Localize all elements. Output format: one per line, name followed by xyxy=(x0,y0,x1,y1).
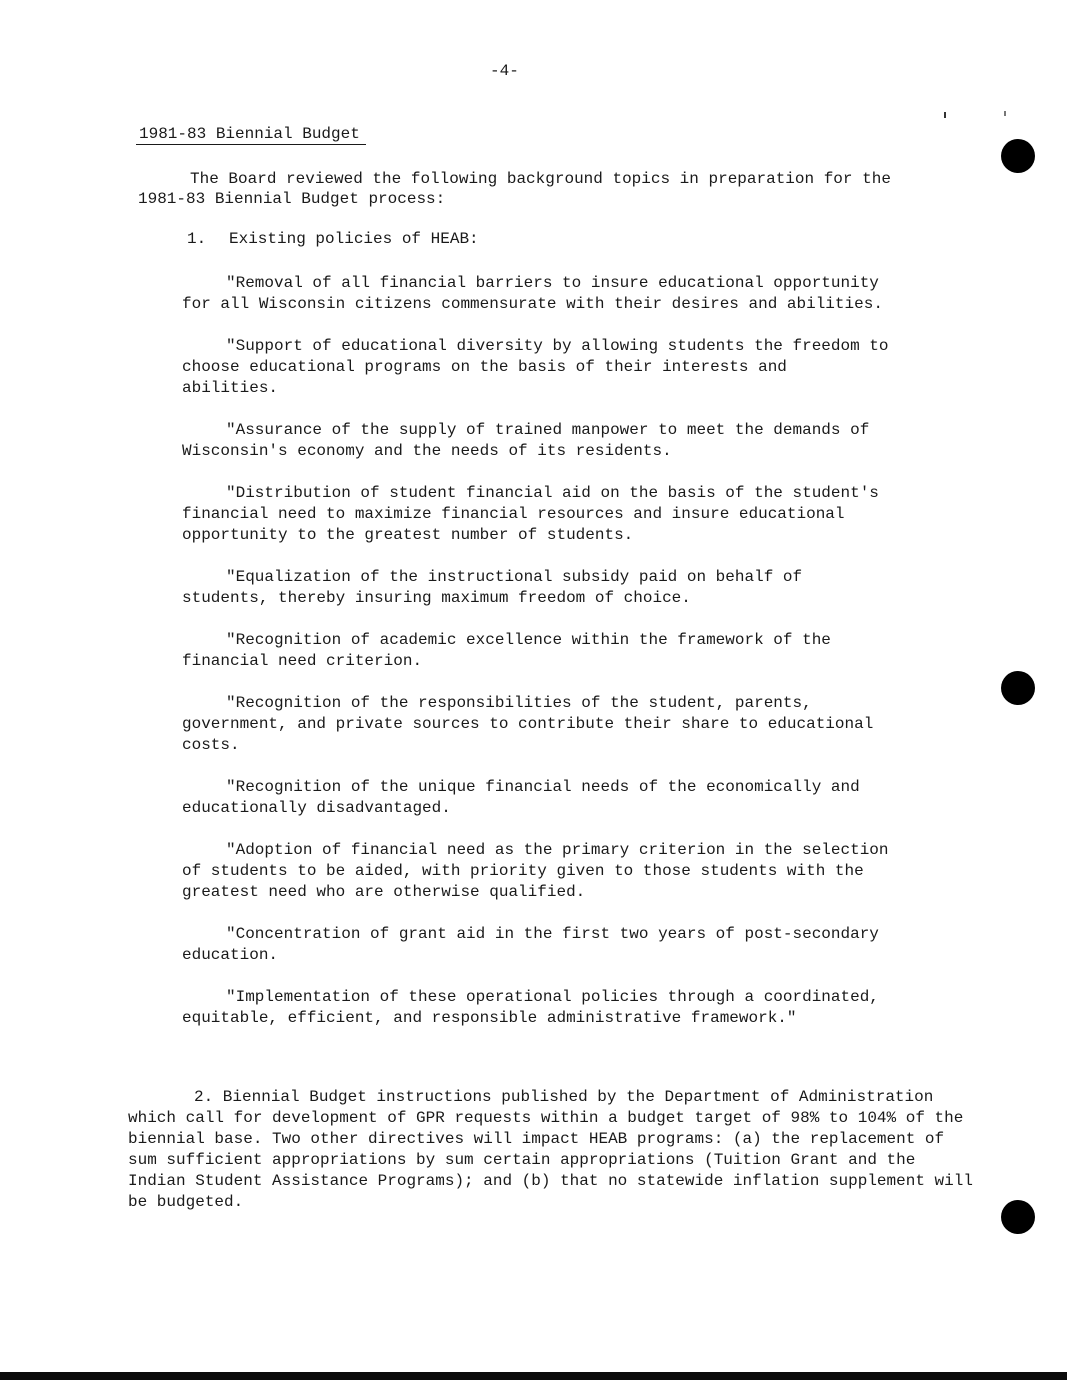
page-number: -4- xyxy=(490,62,519,80)
punch-hole-top xyxy=(1001,139,1035,173)
policy-item: "Equalization of the instructional subsidy paid on behalf of students, thereby insuring maximum freedom of choice. xyxy=(182,568,803,607)
item-1-title: Existing policies of HEAB: xyxy=(229,230,479,248)
policy-item: "Implementation of these operational policies through a coordinated, equitable, efficient, and responsible administrative framework." xyxy=(182,988,879,1027)
scan-mark xyxy=(1004,111,1006,116)
policy-item: "Recognition of the unique financial needs of the economically and educationally disadvantaged. xyxy=(182,778,860,817)
policy-item: "Support of educational diversity by allowing students the freedom to choose educational programs on the basis of their interests and abilities. xyxy=(182,337,889,397)
item-1-heading xyxy=(187,230,479,248)
policy-item: "Distribution of student financial aid on the basis of the student's financial need to maximize financial resources and insure educational opportunity to the greatest number of students. xyxy=(182,484,879,544)
scan-bottom-edge xyxy=(0,1372,1067,1380)
punch-hole-bottom xyxy=(1001,1200,1035,1234)
item-1-number: 1. xyxy=(187,230,207,248)
scan-mark xyxy=(944,112,946,118)
policy-item: "Adoption of financial need as the primary criterion in the selection of students to be aided, with priority given to those students with the greatest need who are otherwise qualified. xyxy=(182,841,889,901)
policy-item: "Recognition of academic excellence within the framework of the financial need criterion. xyxy=(182,631,831,670)
policy-item: "Assurance of the supply of trained manpower to meet the demands of Wisconsin's economy and the needs of its residents. xyxy=(182,421,870,460)
policy-list xyxy=(182,273,892,1050)
policy-item: "Removal of all financial barriers to insure educational opportunity for all Wisconsin citizens commensurate with their desires and abilities. xyxy=(182,274,883,313)
intro-paragraph: The Board reviewed the following background topics in preparation for the 1981-83 Biennial Budget process: xyxy=(138,170,891,208)
policy-item: "Recognition of the responsibilities of the student, parents, government, and private sources to contribute their share to educational costs. xyxy=(182,694,874,754)
item-2-paragraph: 2. Biennial Budget instructions published by the Department of Administration which call for development of GPR requests within a budget target of 98% to 104% of the biennial base. Two other directives will impact HEAB programs: (a) the replacement of sum sufficient appropriations by sum certain appropriations (Tuition Grant and the Indian Student Assistance Programs); and (b) that no statewide inflation supplement will be budgeted. xyxy=(128,1088,973,1211)
section-heading: 1981-83 Biennial Budget xyxy=(136,125,366,145)
policy-item: "Concentration of grant aid in the first two years of post-secondary education. xyxy=(182,925,879,964)
punch-hole-middle xyxy=(1001,671,1035,705)
